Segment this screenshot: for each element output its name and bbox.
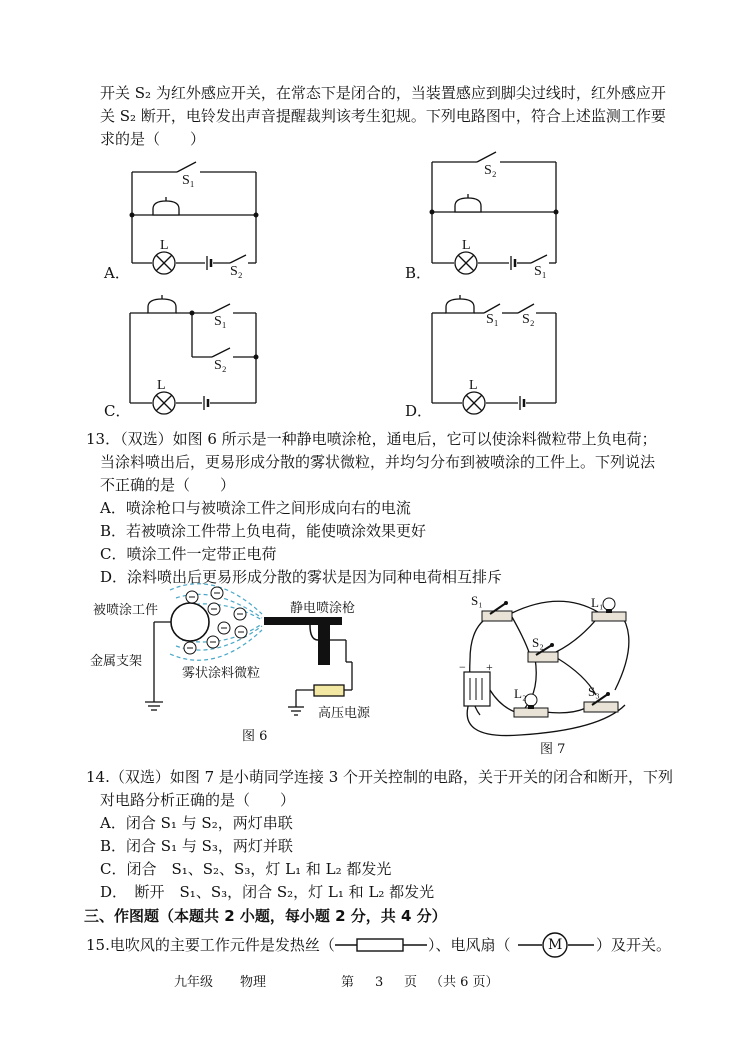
d-lamp-label: L: [469, 378, 478, 393]
d-s2-label: S₂: [522, 312, 535, 327]
fig6-workpiece-label: 被喷涂工件: [93, 603, 159, 618]
q15-part2: ）、电风扇（: [428, 936, 511, 954]
a-s1-label: S₁: [182, 173, 195, 188]
fig7-l1-label: L₁: [591, 595, 604, 610]
q13-option-c: C．喷涂工件一定带正电荷: [100, 545, 277, 563]
switch-s1-icon: [482, 601, 512, 621]
d-s1-label: S₁: [486, 312, 499, 327]
q14-option-a: A．闭合 S₁ 与 S₂，两灯串联: [100, 814, 293, 832]
q13-line3: 不正确的是（ ）: [100, 476, 236, 494]
q13-option-b: B．若被喷涂工件带上负电荷，能使喷涂效果更好: [100, 522, 427, 540]
option-a-label: A．: [104, 264, 130, 282]
q12-line3: 求的是（ ）: [100, 130, 206, 148]
fig7-minus-label: −: [459, 660, 466, 674]
q13-option-d: D．涂料喷出后更易形成分散的雾状是因为同种电荷相互排斥: [100, 568, 503, 586]
fig7-s3-label: S₃: [588, 684, 600, 699]
option-c-label: C．: [104, 402, 131, 420]
q12-line1: 开关 S₂ 为红外感应开关，在常态下是闭合的，当装置感应到脚尖过线时，红外感应开: [100, 84, 666, 102]
footer-subject: 物理: [240, 975, 267, 990]
battery-icon: [464, 672, 490, 706]
motor-label: M: [548, 937, 563, 953]
q15-part3: ）及开关。: [596, 936, 672, 954]
q12-line2: 关 S₂ 断开，电铃发出声音提醒裁判该考生犯规。下列电路图中，符合上述监测工作要: [100, 107, 666, 125]
b-s2-label: S₂: [484, 163, 497, 178]
q13-line2: 当涂料喷出后，更易形成分散的雾状微粒，并均匀分布到被喷涂的工件上。下列说法: [100, 453, 656, 471]
fig6-power-label: 高压电源: [318, 706, 371, 721]
resistor-symbol-icon: [335, 934, 427, 956]
section-3-heading: 三、作图题（本题共 2 小题，每小题 2 分，共 4 分）: [84, 907, 447, 925]
a-s2-label: S₂: [230, 264, 243, 279]
fig7-plus-label: +: [486, 660, 493, 674]
fig7-s2-label: S₂: [532, 635, 544, 650]
footer-total: （共 6 页）: [430, 975, 499, 990]
option-d-label: D．: [405, 402, 433, 420]
q14-option-c: C．闭合 S₁、S₂、S₃，灯 L₁ 和 L₂ 都发光: [100, 860, 392, 878]
footer-ye: 页: [404, 975, 418, 990]
q14-line2: 对电路分析正确的是（ ）: [100, 791, 296, 809]
fig6-gun-label: 静电喷涂枪: [290, 601, 356, 616]
q13-option-a: A．喷涂枪口与被喷涂工件之间形成向右的电流: [100, 499, 411, 517]
q13-line1: 13．（双选）如图 6 所示是一种静电喷涂枪，通电后，它可以使涂料微粒带上负电荷；: [86, 430, 657, 448]
fig6-stand-label: 金属支架: [90, 654, 143, 669]
footer-page-number: 3: [375, 975, 384, 990]
q14-line1: 14.（双选）如图 7 是小萌同学连接 3 个开关控制的电路，关于开关的闭合和断开，下列: [86, 768, 674, 786]
fig7-caption: 图 7: [540, 742, 566, 757]
fig6-particles-label: 雾状涂料微粒: [182, 666, 261, 681]
b-s1-label: S₁: [534, 264, 547, 279]
q14-option-b: B．闭合 S₁ 与 S₃，两灯并联: [100, 837, 293, 855]
option-b-label: B．: [405, 264, 432, 282]
c-s2-label: S₂: [214, 358, 227, 373]
footer-grade: 九年级: [174, 975, 214, 990]
fig7-s1-label: S₁: [471, 593, 483, 608]
fig6-caption: 图 6: [242, 729, 268, 744]
footer-di: 第: [341, 975, 355, 990]
fig7-l2-label: L₂: [514, 686, 527, 701]
a-lamp-label: L: [160, 238, 169, 253]
c-lamp-label: L: [157, 378, 166, 393]
q15-part1: 15.电吹风的主要工作元件是发热丝（: [86, 936, 335, 954]
b-lamp-label: L: [462, 238, 471, 253]
c-s1-label: S₁: [214, 314, 227, 329]
q14-option-d: D． 断开 S₁、S₃，闭合 S₂，灯 L₁ 和 L₂ 都发光: [100, 883, 435, 901]
